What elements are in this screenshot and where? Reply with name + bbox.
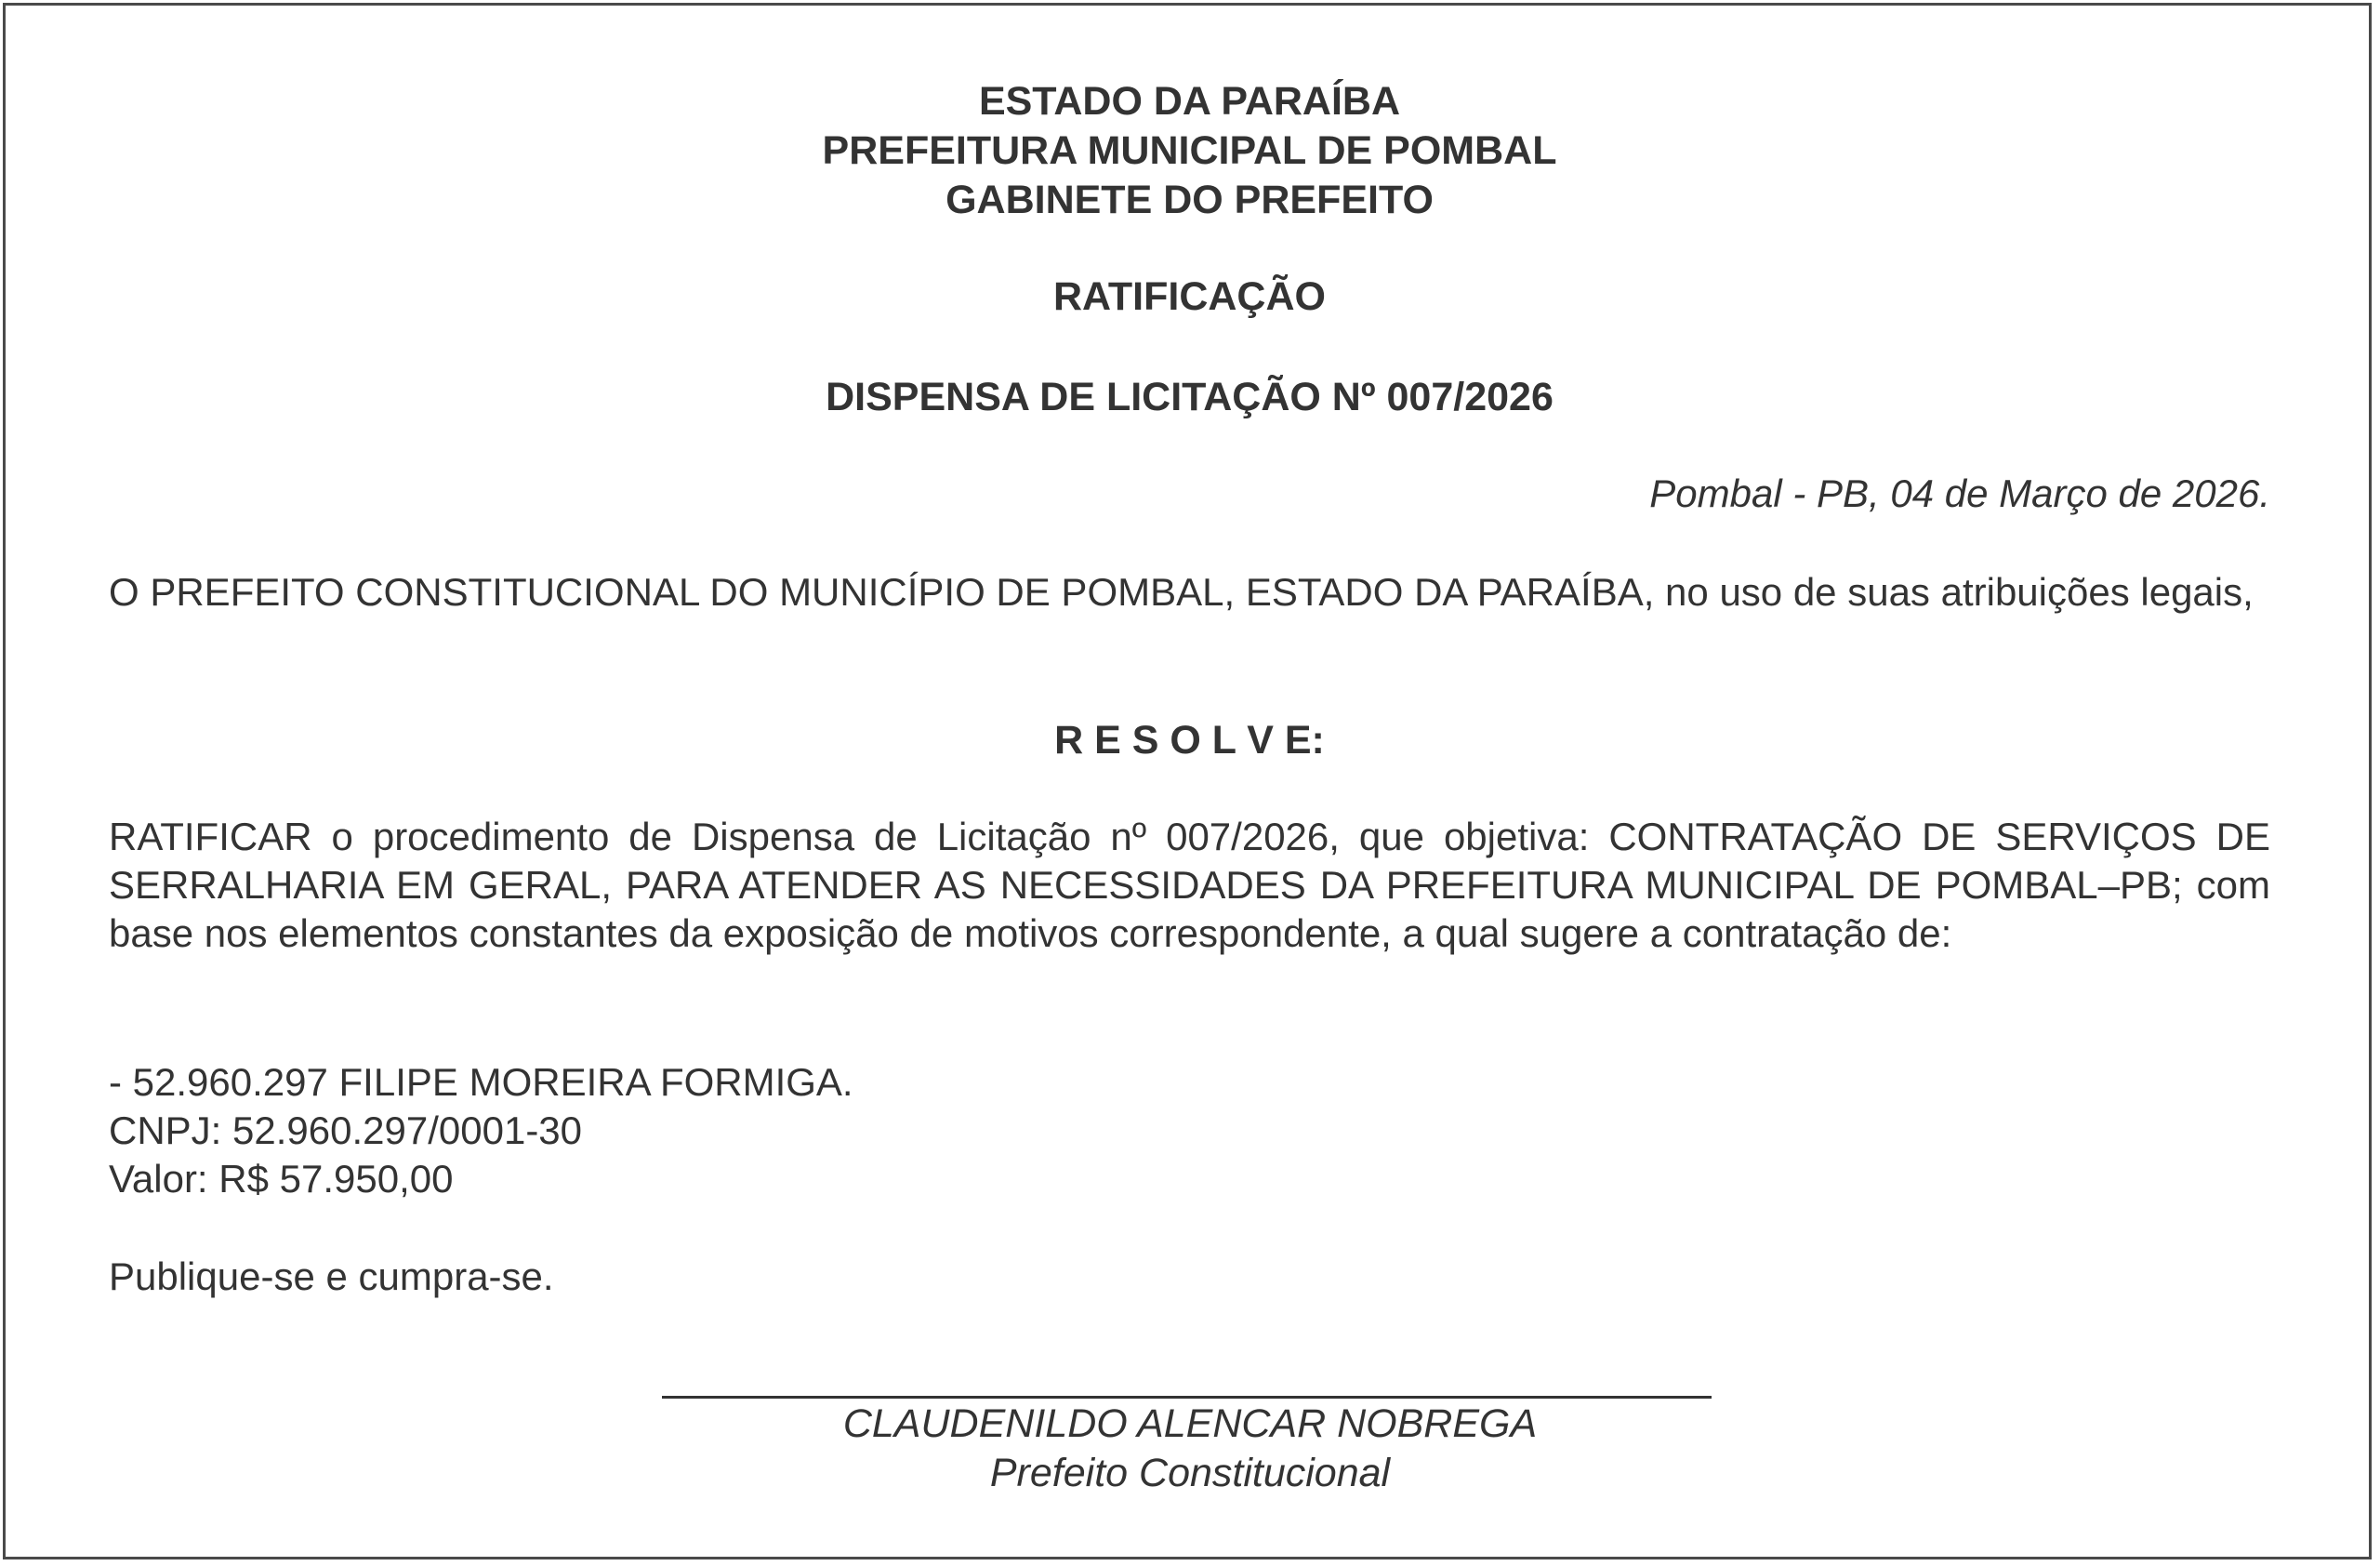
resolve-heading: R E S O L V E: [1054, 718, 1325, 763]
closing-statement: Publique-se e cumpra-se. [109, 1254, 554, 1298]
document-border [3, 3, 2372, 1559]
signatory-role: Prefeito Constitucional [989, 1451, 1391, 1495]
signature-line [662, 1396, 1712, 1399]
signatory-name: CLAUDENILDO ALENCAR NOBREGA [842, 1401, 1538, 1446]
document-title: RATIFICAÇÃO [1052, 274, 1326, 319]
letterhead [109, 77, 2270, 225]
ratification-paragraph: RATIFICAR o procedimento de Dispensa de Licitação nº 007/2026, que objetiva: CONTRATAÇÃO DE SERVIÇOS DE SERRALHARIA EM GERAL, PARA ATENDER AS NECESSIDADES DA PREFEITURA MUNICIPAL DE POMBAL–PB; com base nos elementos constantes da exposição de motivos correspondente, a qual sugere a contratação de: [109, 815, 2270, 955]
letterhead-state: ESTADO DA PARAÍBA [978, 79, 1401, 124]
letterhead-office: GABINETE DO PREFEITO [945, 178, 1434, 222]
preamble-paragraph: O PREFEITO CONSTITUCIONAL DO MUNICÍPIO DE POMBAL, ESTADO DA PARAÍBA, no uso de suas atribuições legais, [109, 570, 2254, 614]
contractor-name: - 52.960.297 FILIPE MOREIRA FORMIGA. [109, 1060, 853, 1104]
document-subtitle: DISPENSA DE LICITAÇÃO Nº 007/2026 [826, 375, 1554, 419]
contract-value: Valor: R$ 57.950,00 [109, 1157, 454, 1201]
date-line: Pombal - PB, 04 de Março de 2026. [1649, 471, 2270, 515]
letterhead-city-hall: PREFEITURA MUNICIPAL DE POMBAL [822, 128, 1557, 173]
contractor-cnpj: CNPJ: 52.960.297/0001-30 [109, 1108, 583, 1152]
